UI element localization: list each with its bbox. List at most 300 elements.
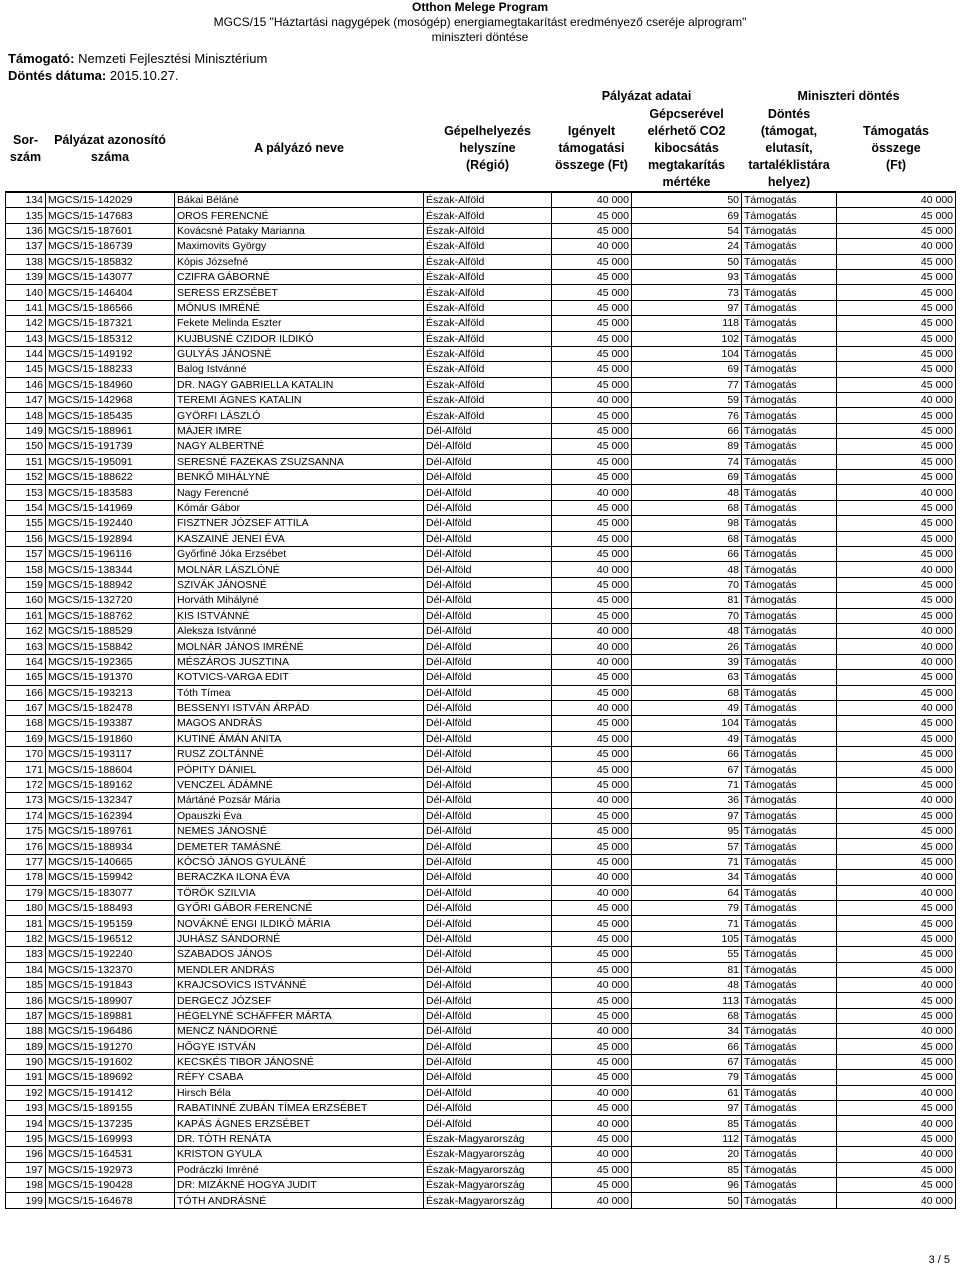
cell-dontes: Támogatás [742, 1054, 837, 1069]
cell-sor: 194 [6, 1116, 46, 1131]
col-header-co2 [632, 106, 742, 192]
cell-co2: 68 [632, 500, 742, 515]
cell-co2: 79 [632, 900, 742, 915]
table-row [6, 423, 956, 438]
cell-azonosito: MGCS/15-193117 [46, 747, 175, 762]
cell-dontes: Támogatás [742, 223, 837, 238]
cell-tamogatas: 45 000 [837, 593, 956, 608]
cell-dontes: Támogatás [742, 316, 837, 331]
table-row [6, 285, 956, 300]
cell-igenyelt: 45 000 [552, 824, 632, 839]
cell-sor: 162 [6, 623, 46, 638]
table-row [6, 377, 956, 392]
table-row [6, 1054, 956, 1069]
cell-dontes: Támogatás [742, 777, 837, 792]
table-row [6, 824, 956, 839]
cell-co2: 71 [632, 916, 742, 931]
cell-co2: 34 [632, 870, 742, 885]
subprogram-title: MGCS/15 "Háztartási nagygépek (mosógép) energiamegtakarítást eredményező cseréje alprogram" [213, 15, 747, 29]
cell-co2: 48 [632, 977, 742, 992]
cell-azonosito: MGCS/15-132720 [46, 593, 175, 608]
cell-tamogatas: 40 000 [837, 623, 956, 638]
cell-igenyelt: 40 000 [552, 1085, 632, 1100]
table-row [6, 700, 956, 715]
cell-tamogatas: 45 000 [837, 1162, 956, 1177]
cell-nev: KECSKÉS TIBOR JÁNOSNÉ [175, 1054, 424, 1069]
table-row [6, 1101, 956, 1116]
col-header-helyszin-text: Gépelhelyezés helyszíne (Régió) [444, 124, 531, 172]
cell-helyszin: Dél-Alföld [424, 885, 552, 900]
cell-azonosito: MGCS/15-164531 [46, 1147, 175, 1162]
cell-tamogatas: 45 000 [837, 254, 956, 269]
cell-helyszin: Észak-Magyarország [424, 1147, 552, 1162]
cell-co2: 97 [632, 1101, 742, 1116]
cell-sor: 171 [6, 762, 46, 777]
cell-dontes: Támogatás [742, 362, 837, 377]
page-number: 3 / 5 [928, 1254, 950, 1266]
cell-nev: MÁJER IMRE [175, 423, 424, 438]
cell-tamogatas: 40 000 [837, 485, 956, 500]
cell-co2: 113 [632, 993, 742, 1008]
cell-helyszin: Észak-Alföld [424, 408, 552, 423]
cell-tamogatas: 40 000 [837, 393, 956, 408]
cell-tamogatas: 40 000 [837, 239, 956, 254]
cell-nev: MÉSZÁROS JUSZTINA [175, 654, 424, 669]
cell-co2: 66 [632, 1039, 742, 1054]
cell-igenyelt: 45 000 [552, 931, 632, 946]
cell-sor: 147 [6, 393, 46, 408]
cell-co2: 85 [632, 1162, 742, 1177]
cell-tamogatas: 45 000 [837, 731, 956, 746]
cell-igenyelt: 40 000 [552, 977, 632, 992]
cell-tamogatas: 45 000 [837, 362, 956, 377]
cell-tamogatas: 40 000 [837, 1024, 956, 1039]
col-header-sor [6, 106, 46, 192]
cell-co2: 59 [632, 393, 742, 408]
cell-igenyelt: 45 000 [552, 762, 632, 777]
col-header-nev-text: A pályázó neve [254, 141, 344, 155]
table-row [6, 300, 956, 315]
cell-azonosito: MGCS/15-189155 [46, 1101, 175, 1116]
cell-nev: Aleksza Istvánné [175, 623, 424, 638]
col-header-azonosito-text: Pályázat azonosító száma [54, 132, 166, 164]
cell-co2: 71 [632, 777, 742, 792]
cell-dontes: Támogatás [742, 346, 837, 361]
cell-azonosito: MGCS/15-158842 [46, 639, 175, 654]
cell-helyszin: Észak-Alföld [424, 269, 552, 284]
table-row [6, 762, 956, 777]
cell-dontes: Támogatás [742, 454, 837, 469]
cell-sor: 172 [6, 777, 46, 792]
cell-dontes: Támogatás [742, 439, 837, 454]
cell-helyszin: Dél-Alföld [424, 977, 552, 992]
cell-helyszin: Dél-Alföld [424, 423, 552, 438]
cell-nev: KÓCSÓ JÁNOS GYULÁNÉ [175, 854, 424, 869]
cell-dontes: Támogatás [742, 423, 837, 438]
cell-co2: 48 [632, 485, 742, 500]
cell-igenyelt: 45 000 [552, 208, 632, 223]
cell-helyszin: Dél-Alföld [424, 562, 552, 577]
cell-helyszin: Dél-Alföld [424, 670, 552, 685]
cell-azonosito: MGCS/15-188942 [46, 577, 175, 592]
cell-azonosito: MGCS/15-186739 [46, 239, 175, 254]
cell-tamogatas: 40 000 [837, 885, 956, 900]
cell-dontes: Támogatás [742, 900, 837, 915]
cell-dontes: Támogatás [742, 562, 837, 577]
cell-co2: 81 [632, 962, 742, 977]
cell-sor: 176 [6, 839, 46, 854]
cell-tamogatas: 45 000 [837, 1178, 956, 1193]
cell-sor: 182 [6, 931, 46, 946]
cell-sor: 142 [6, 316, 46, 331]
cell-azonosito: MGCS/15-186566 [46, 300, 175, 315]
cell-co2: 69 [632, 208, 742, 223]
cell-nev: Kovácsné Pataky Marianna [175, 223, 424, 238]
cell-helyszin: Dél-Alföld [424, 531, 552, 546]
cell-igenyelt: 40 000 [552, 700, 632, 715]
table-body [6, 192, 956, 1208]
cell-azonosito: MGCS/15-188233 [46, 362, 175, 377]
cell-helyszin: Dél-Alföld [424, 1008, 552, 1023]
cell-azonosito: MGCS/15-187601 [46, 223, 175, 238]
table-row [6, 670, 956, 685]
cell-dontes: Támogatás [742, 793, 837, 808]
cell-azonosito: MGCS/15-189907 [46, 993, 175, 1008]
cell-sor: 189 [6, 1039, 46, 1054]
cell-co2: 70 [632, 608, 742, 623]
table-row [6, 623, 956, 638]
cell-azonosito: MGCS/15-196116 [46, 546, 175, 561]
cell-sor: 169 [6, 731, 46, 746]
cell-nev: Opauszki Éva [175, 808, 424, 823]
cell-tamogatas: 40 000 [837, 654, 956, 669]
cell-dontes: Támogatás [742, 577, 837, 592]
cell-dontes: Támogatás [742, 808, 837, 823]
cell-tamogatas: 45 000 [837, 747, 956, 762]
cell-co2: 48 [632, 623, 742, 638]
cell-helyszin: Dél-Alföld [424, 916, 552, 931]
cell-dontes: Támogatás [742, 885, 837, 900]
cell-igenyelt: 40 000 [552, 870, 632, 885]
cell-tamogatas: 45 000 [837, 346, 956, 361]
cell-helyszin: Dél-Alföld [424, 900, 552, 915]
cell-helyszin: Dél-Alföld [424, 1116, 552, 1131]
cell-helyszin: Észak-Alföld [424, 377, 552, 392]
cell-igenyelt: 45 000 [552, 608, 632, 623]
cell-helyszin: Dél-Alföld [424, 947, 552, 962]
cell-igenyelt: 45 000 [552, 1131, 632, 1146]
cell-tamogatas: 45 000 [837, 1101, 956, 1116]
table-row [6, 1085, 956, 1100]
cell-sor: 150 [6, 439, 46, 454]
cell-sor: 167 [6, 700, 46, 715]
cell-nev: HŐGYE ISTVÁN [175, 1039, 424, 1054]
cell-igenyelt: 45 000 [552, 269, 632, 284]
cell-helyszin: Dél-Alföld [424, 654, 552, 669]
table-row [6, 516, 956, 531]
cell-helyszin: Dél-Alföld [424, 1085, 552, 1100]
cell-dontes: Támogatás [742, 500, 837, 515]
cell-azonosito: MGCS/15-188961 [46, 423, 175, 438]
cell-helyszin: Dél-Alföld [424, 500, 552, 515]
cell-sor: 152 [6, 470, 46, 485]
cell-nev: DEMETER TAMÁSNÉ [175, 839, 424, 854]
cell-nev: DR. TÓTH RENÁTA [175, 1131, 424, 1146]
cell-sor: 184 [6, 962, 46, 977]
cell-azonosito: MGCS/15-137235 [46, 1116, 175, 1131]
supporter-label: Támogató: [8, 51, 75, 66]
table-row [6, 362, 956, 377]
cell-sor: 166 [6, 685, 46, 700]
table-row [6, 747, 956, 762]
cell-azonosito: MGCS/15-183077 [46, 885, 175, 900]
cell-helyszin: Dél-Alföld [424, 854, 552, 869]
cell-dontes: Támogatás [742, 700, 837, 715]
cell-dontes: Támogatás [742, 593, 837, 608]
cell-dontes: Támogatás [742, 331, 837, 346]
cell-sor: 161 [6, 608, 46, 623]
cell-sor: 146 [6, 377, 46, 392]
table-row [6, 900, 956, 915]
cell-azonosito: MGCS/15-132370 [46, 962, 175, 977]
cell-dontes: Támogatás [742, 993, 837, 1008]
table-row [6, 1116, 956, 1131]
cell-igenyelt: 40 000 [552, 562, 632, 577]
cell-tamogatas: 45 000 [837, 716, 956, 731]
cell-dontes: Támogatás [742, 239, 837, 254]
cell-igenyelt: 45 000 [552, 254, 632, 269]
cell-sor: 145 [6, 362, 46, 377]
group-header-palyazat: Pályázat adatai [601, 88, 692, 103]
cell-igenyelt: 45 000 [552, 731, 632, 746]
program-title: Otthon Melege Program [411, 0, 548, 14]
cell-igenyelt: 45 000 [552, 1008, 632, 1023]
cell-co2: 55 [632, 947, 742, 962]
cell-igenyelt: 45 000 [552, 516, 632, 531]
cell-co2: 66 [632, 423, 742, 438]
cell-dontes: Támogatás [742, 962, 837, 977]
col-header-tamogatas [837, 106, 956, 192]
cell-igenyelt: 40 000 [552, 1116, 632, 1131]
cell-dontes: Támogatás [742, 931, 837, 946]
cell-sor: 143 [6, 331, 46, 346]
cell-helyszin: Észak-Alföld [424, 254, 552, 269]
cell-azonosito: MGCS/15-192365 [46, 654, 175, 669]
cell-nev: MAGOS ANDRÁS [175, 716, 424, 731]
cell-helyszin: Dél-Alföld [424, 546, 552, 561]
cell-co2: 66 [632, 747, 742, 762]
group-header-miniszteri: Miniszteri döntés [797, 88, 900, 103]
cell-sor: 160 [6, 593, 46, 608]
cell-nev: Hirsch Béla [175, 1085, 424, 1100]
cell-azonosito: MGCS/15-185312 [46, 331, 175, 346]
cell-tamogatas: 40 000 [837, 870, 956, 885]
table-row [6, 1193, 956, 1208]
cell-azonosito: MGCS/15-149192 [46, 346, 175, 361]
cell-azonosito: MGCS/15-191860 [46, 731, 175, 746]
cell-tamogatas: 45 000 [837, 808, 956, 823]
cell-helyszin: Dél-Alföld [424, 1054, 552, 1069]
cell-igenyelt: 45 000 [552, 362, 632, 377]
cell-dontes: Támogatás [742, 1085, 837, 1100]
cell-tamogatas: 45 000 [837, 1039, 956, 1054]
cell-igenyelt: 45 000 [552, 777, 632, 792]
cell-nev: KAPÁS ÁGNES ERZSÉBET [175, 1116, 424, 1131]
cell-dontes: Támogatás [742, 1039, 837, 1054]
cell-sor: 199 [6, 1193, 46, 1208]
cell-helyszin: Dél-Alföld [424, 516, 552, 531]
cell-co2: 104 [632, 346, 742, 361]
table-row [6, 1070, 956, 1085]
cell-co2: 68 [632, 531, 742, 546]
cell-dontes: Támogatás [742, 839, 837, 854]
cell-dontes: Támogatás [742, 608, 837, 623]
cell-helyszin: Dél-Alföld [424, 470, 552, 485]
cell-tamogatas: 40 000 [837, 1147, 956, 1162]
cell-dontes: Támogatás [742, 1131, 837, 1146]
cell-helyszin: Észak-Alföld [424, 393, 552, 408]
table-row [6, 239, 956, 254]
cell-dontes: Támogatás [742, 1008, 837, 1023]
cell-tamogatas: 45 000 [837, 316, 956, 331]
supporter-line [8, 51, 267, 67]
cell-azonosito: MGCS/15-147683 [46, 208, 175, 223]
cell-co2: 118 [632, 316, 742, 331]
cell-tamogatas: 45 000 [837, 1008, 956, 1023]
cell-tamogatas: 45 000 [837, 762, 956, 777]
table-row [6, 916, 956, 931]
cell-nev: PÓPITY DÁNIEL [175, 762, 424, 777]
cell-sor: 181 [6, 916, 46, 931]
cell-nev: GYŐRI GÁBOR FERENCNÉ [175, 900, 424, 915]
cell-igenyelt: 45 000 [552, 500, 632, 515]
cell-sor: 138 [6, 254, 46, 269]
cell-sor: 135 [6, 208, 46, 223]
cell-helyszin: Dél-Alföld [424, 839, 552, 854]
cell-nev: TEREMI ÁGNES KATALIN [175, 393, 424, 408]
cell-dontes: Támogatás [742, 747, 837, 762]
cell-sor: 154 [6, 500, 46, 515]
cell-azonosito: MGCS/15-189761 [46, 824, 175, 839]
cell-sor: 156 [6, 531, 46, 546]
cell-azonosito: MGCS/15-140665 [46, 854, 175, 869]
cell-nev: Tóth Tímea [175, 685, 424, 700]
cell-co2: 57 [632, 839, 742, 854]
cell-helyszin: Dél-Alföld [424, 623, 552, 638]
cell-sor: 136 [6, 223, 46, 238]
cell-helyszin: Észak-Alföld [424, 208, 552, 223]
cell-helyszin: Észak-Alföld [424, 316, 552, 331]
cell-azonosito: MGCS/15-142029 [46, 192, 175, 208]
col-header-dontes [742, 106, 837, 192]
cell-helyszin: Dél-Alföld [424, 593, 552, 608]
cell-nev: FISZTNER JÓZSEF ATTILA [175, 516, 424, 531]
cell-nev: RABATINNÉ ZUBÁN TÍMEA ERZSÉBET [175, 1101, 424, 1116]
cell-nev: Fekete Melinda Eszter [175, 316, 424, 331]
table-row [6, 854, 956, 869]
cell-sor: 140 [6, 285, 46, 300]
cell-dontes: Támogatás [742, 1116, 837, 1131]
cell-nev: TÓTH ANDRÁSNÉ [175, 1193, 424, 1208]
cell-co2: 85 [632, 1116, 742, 1131]
table-row [6, 608, 956, 623]
cell-helyszin: Dél-Alföld [424, 793, 552, 808]
cell-dontes: Támogatás [742, 1162, 837, 1177]
table-row [6, 639, 956, 654]
cell-azonosito: MGCS/15-188493 [46, 900, 175, 915]
cell-co2: 79 [632, 1070, 742, 1085]
cell-dontes: Támogatás [742, 870, 837, 885]
col-header-igenyelt [552, 106, 632, 192]
cell-igenyelt: 45 000 [552, 747, 632, 762]
cell-tamogatas: 45 000 [837, 408, 956, 423]
cell-azonosito: MGCS/15-182478 [46, 700, 175, 715]
col-header-nev [175, 106, 424, 192]
cell-tamogatas: 40 000 [837, 1116, 956, 1131]
cell-dontes: Támogatás [742, 470, 837, 485]
cell-helyszin: Dél-Alföld [424, 731, 552, 746]
cell-helyszin: Dél-Alföld [424, 962, 552, 977]
cell-azonosito: MGCS/15-192973 [46, 1162, 175, 1177]
cell-nev: Győrfiné Jóka Erzsébet [175, 546, 424, 561]
cell-tamogatas: 45 000 [837, 439, 956, 454]
cell-igenyelt: 45 000 [552, 1054, 632, 1069]
cell-igenyelt: 45 000 [552, 1162, 632, 1177]
cell-co2: 70 [632, 577, 742, 592]
cell-helyszin: Dél-Alföld [424, 1101, 552, 1116]
table-row [6, 500, 956, 515]
cell-co2: 69 [632, 470, 742, 485]
col-header-sor-text: Sor- szám [9, 132, 42, 164]
cell-sor: 155 [6, 516, 46, 531]
cell-tamogatas: 40 000 [837, 639, 956, 654]
cell-igenyelt: 45 000 [552, 377, 632, 392]
col-header-azonosito [46, 106, 175, 192]
cell-dontes: Támogatás [742, 639, 837, 654]
cell-sor: 164 [6, 654, 46, 669]
cell-igenyelt: 45 000 [552, 577, 632, 592]
cell-sor: 185 [6, 977, 46, 992]
cell-tamogatas: 45 000 [837, 500, 956, 515]
cell-dontes: Támogatás [742, 623, 837, 638]
cell-sor: 192 [6, 1085, 46, 1100]
cell-tamogatas: 40 000 [837, 192, 956, 208]
cell-igenyelt: 45 000 [552, 716, 632, 731]
cell-azonosito: MGCS/15-141969 [46, 500, 175, 515]
cell-dontes: Támogatás [742, 916, 837, 931]
cell-sor: 178 [6, 870, 46, 885]
cell-tamogatas: 45 000 [837, 423, 956, 438]
cell-igenyelt: 40 000 [552, 1024, 632, 1039]
cell-nev: MENCZ NÁNDORNÉ [175, 1024, 424, 1039]
cell-nev: MOLNÁR LÁSZLÓNÉ [175, 562, 424, 577]
cell-helyszin: Dél-Alföld [424, 608, 552, 623]
cell-tamogatas: 45 000 [837, 1131, 956, 1146]
cell-igenyelt: 45 000 [552, 962, 632, 977]
cell-igenyelt: 40 000 [552, 485, 632, 500]
cell-co2: 97 [632, 300, 742, 315]
cell-tamogatas: 45 000 [837, 947, 956, 962]
table-row [6, 546, 956, 561]
cell-sor: 159 [6, 577, 46, 592]
cell-azonosito: MGCS/15-191412 [46, 1085, 175, 1100]
cell-co2: 36 [632, 793, 742, 808]
cell-co2: 49 [632, 731, 742, 746]
cell-igenyelt: 45 000 [552, 993, 632, 1008]
cell-sor: 149 [6, 423, 46, 438]
cell-sor: 196 [6, 1147, 46, 1162]
cell-azonosito: MGCS/15-192894 [46, 531, 175, 546]
